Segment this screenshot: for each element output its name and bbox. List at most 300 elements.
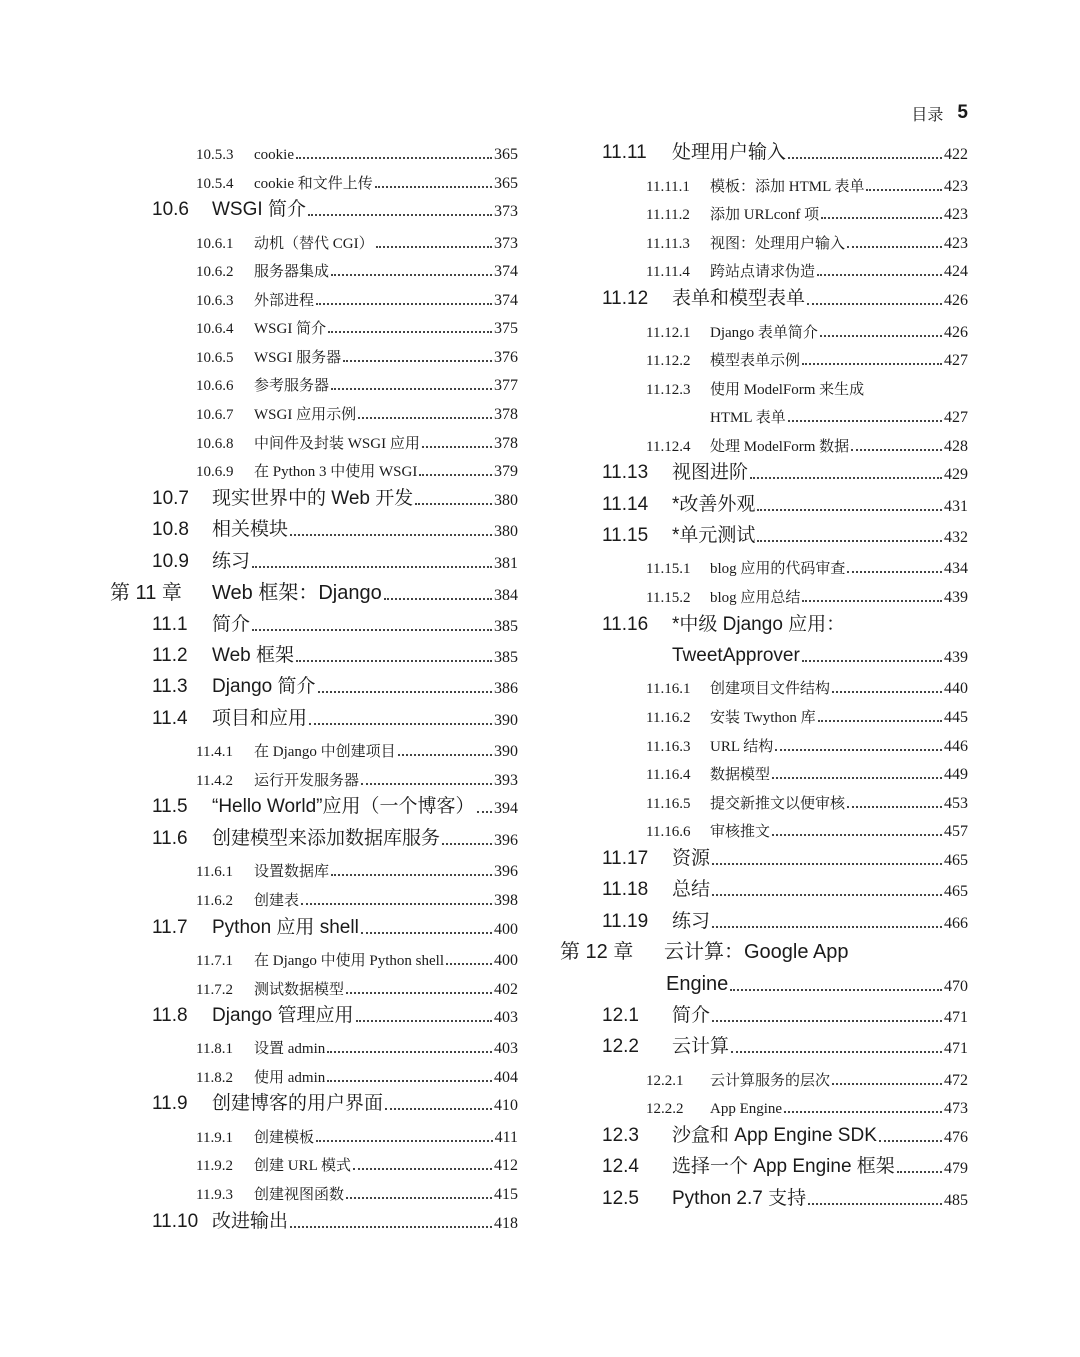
- toc-entry-page: 396: [494, 832, 518, 849]
- toc-entry: [560, 844, 968, 870]
- toc-entry-title: 在 Python 3 中使用 WSGI: [254, 464, 418, 480]
- toc-entry: [110, 484, 518, 510]
- toc-entry: [110, 1149, 518, 1175]
- toc-entry-number: 11.6: [152, 828, 188, 849]
- dot-leader: [346, 1197, 492, 1199]
- toc-entry: [110, 398, 518, 424]
- dot-leader: [712, 1020, 942, 1022]
- toc-entry-number: 10.6.9: [196, 464, 234, 480]
- toc-entry-page: 384: [494, 587, 518, 604]
- toc-entry-title: Web 框架：Django: [212, 582, 382, 604]
- dot-leader: [731, 1051, 942, 1053]
- toc-entry: [560, 255, 968, 281]
- toc-entry: [560, 1152, 968, 1178]
- toc-entry-title: 现实世界中的 Web 开发: [212, 488, 414, 509]
- toc-entry-title: “Hello World”应用（一个博客）: [212, 796, 475, 817]
- toc-entry-title: 创建视图函数: [254, 1187, 345, 1203]
- toc-entry-title: *改善外观: [672, 494, 756, 515]
- toc-entry-number: 11.16.6: [646, 824, 691, 840]
- toc-entry-title: 添加 URLconf 项: [710, 207, 820, 223]
- toc-entry-page: 379: [494, 463, 518, 480]
- dot-leader: [808, 1203, 942, 1205]
- toc-entry-title: Web 框架: [212, 645, 295, 666]
- toc-entry-number: 12.4: [602, 1156, 639, 1177]
- toc-entry-number: 11.19: [602, 911, 649, 932]
- toc-entry: [560, 490, 968, 516]
- toc-entry-number: 11.15.2: [646, 590, 691, 606]
- toc-entry-title: 总结: [672, 879, 711, 900]
- toc-entry-page: 394: [494, 800, 518, 817]
- dot-leader: [331, 874, 492, 876]
- toc-entry-number: 11.18: [602, 879, 649, 900]
- toc-entry-page: 400: [494, 952, 518, 969]
- toc-entry-title: 简介: [212, 614, 251, 635]
- toc-entry-title: 项目和应用: [212, 708, 308, 729]
- toc-entry-page: 402: [494, 981, 518, 998]
- toc-entry: [560, 1092, 968, 1118]
- dot-leader: [712, 894, 942, 896]
- toc-entry: [110, 255, 518, 281]
- toc-entry: [110, 138, 518, 164]
- toc-entry: [110, 704, 518, 730]
- dot-leader: [331, 274, 492, 276]
- toc-entry-page: 381: [494, 555, 518, 572]
- dot-leader: [331, 388, 492, 390]
- toc-entry-title: 创建 URL 模式: [254, 1158, 351, 1174]
- toc-entry-number: 12.3: [602, 1125, 639, 1146]
- dot-leader: [385, 1108, 492, 1110]
- dot-leader: [847, 571, 942, 573]
- toc-entry: [110, 764, 518, 790]
- toc-entry-title: 测试数据模型: [254, 982, 345, 998]
- toc-entry-title: *单元测试: [672, 525, 756, 546]
- toc-entry-title: 云计算：Google App: [664, 941, 849, 963]
- dot-leader: [817, 274, 942, 276]
- dot-leader: [353, 1168, 492, 1170]
- toc-entry-number: 11.13: [602, 462, 649, 483]
- toc-entry-title: 创建表: [254, 893, 300, 909]
- dot-leader: [376, 246, 492, 248]
- toc-entry-title: 外部进程: [254, 293, 315, 309]
- toc-entry-page: 365: [494, 175, 518, 192]
- toc-entry-number: 10.7: [152, 488, 189, 509]
- dot-leader: [375, 186, 492, 188]
- toc-entry-title: 改进输出: [212, 1211, 289, 1232]
- toc-entry: [560, 758, 968, 784]
- toc-entry-number: 12.5: [602, 1188, 639, 1209]
- toc-entry-page: 393: [494, 772, 518, 789]
- toc-entry-title: 数据模型: [710, 767, 771, 783]
- toc-entry: [560, 521, 968, 547]
- dot-leader: [252, 566, 492, 568]
- toc-entry-page: 374: [494, 292, 518, 309]
- dot-leader: [328, 331, 492, 333]
- toc-entry-page: 426: [944, 292, 968, 309]
- toc-entry-page: 439: [944, 589, 968, 606]
- dot-leader: [788, 157, 942, 159]
- toc-entry-page: 390: [494, 712, 518, 729]
- toc-entry: [560, 641, 968, 667]
- dot-leader: [252, 629, 492, 631]
- toc-entry-page: 427: [944, 409, 968, 426]
- toc-entry-page: 470: [944, 978, 968, 995]
- toc-entry-number: 12.1: [602, 1005, 639, 1026]
- toc-entry-number: 11.12.2: [646, 353, 691, 369]
- dot-leader: [316, 1140, 493, 1142]
- dot-leader: [327, 1051, 492, 1053]
- toc-entry-title: 动机（替代 CGI）: [254, 236, 374, 252]
- toc-entry-number: 10.5.4: [196, 176, 234, 192]
- toc-entry-page: 457: [944, 823, 968, 840]
- dot-leader: [807, 303, 942, 305]
- header-title: 目录: [911, 106, 944, 124]
- toc-entry-title: 模型表单示例: [710, 353, 801, 369]
- toc-entry-number: 11.2: [152, 645, 188, 666]
- toc-entry-title: WSGI 应用示例: [254, 407, 357, 423]
- toc-entry: [110, 547, 518, 573]
- toc-entry-number: 10.6.8: [196, 436, 234, 452]
- toc-entry-number: 10.6.4: [196, 321, 234, 337]
- dot-leader: [802, 660, 942, 662]
- toc-entry-page: 403: [494, 1009, 518, 1026]
- dot-leader: [832, 1083, 942, 1085]
- dot-leader: [398, 754, 492, 756]
- toc-entry: [110, 195, 518, 221]
- toc-entry-number: 11.15: [602, 525, 649, 546]
- toc-entry: [110, 792, 518, 818]
- toc-entry-page: 424: [944, 263, 968, 280]
- toc-entry-number: 11.16: [602, 614, 649, 635]
- toc-entry-title: 提交新推文以便审核: [710, 796, 846, 812]
- toc-entry-page: 373: [494, 235, 518, 252]
- toc-entry-title: 表单和模型表单: [672, 288, 806, 309]
- toc-entry-page: 374: [494, 263, 518, 280]
- toc-entry-title: Engine: [666, 973, 729, 995]
- toc-entry-page: 485: [944, 1192, 968, 1209]
- toc-entry-page: 411: [494, 1129, 518, 1146]
- toc-entry-number: 11.4.2: [196, 773, 233, 789]
- toc-entry-title: 相关模块: [212, 519, 289, 540]
- toc-entry: [110, 369, 518, 395]
- toc-entry-title: Python 2.7 支持: [672, 1188, 807, 1209]
- toc-entry-number: 11.6.2: [196, 893, 233, 909]
- toc-entry: [560, 198, 968, 224]
- dot-leader: [384, 598, 492, 600]
- dot-leader: [847, 246, 942, 248]
- toc-entry-number: 11.6.1: [196, 864, 233, 880]
- toc-entry-title: 跨站点请求伪造: [710, 264, 816, 280]
- toc-entry-title: 云计算服务的层次: [710, 1073, 831, 1089]
- toc-entry-title: HTML 表单: [710, 410, 786, 426]
- toc-entry-title: blog 应用的代码审查: [710, 561, 846, 577]
- toc-entry: [560, 344, 968, 370]
- toc-entry: [560, 815, 968, 841]
- dot-leader: [296, 660, 492, 662]
- toc-entry-title: 视图进阶: [672, 462, 749, 483]
- toc-entry-title: 设置 admin: [254, 1041, 326, 1057]
- toc-entry-number: 10.6.6: [196, 378, 234, 394]
- toc-entry-number: 10.6.7: [196, 407, 234, 423]
- dot-leader: [897, 1171, 942, 1173]
- dot-leader: [301, 903, 492, 905]
- dot-leader: [296, 157, 492, 159]
- dot-leader: [309, 723, 492, 725]
- toc-entry-page: 385: [494, 649, 518, 666]
- dot-leader: [308, 214, 492, 216]
- toc-entry-page: 472: [944, 1072, 968, 1089]
- toc-entry-number: 11.7: [152, 917, 188, 938]
- toc-entry: [560, 1121, 968, 1147]
- toc-entry: [110, 1121, 518, 1147]
- toc-entry: [110, 1089, 518, 1115]
- toc-entry-page: 377: [494, 377, 518, 394]
- toc-entry-title: 运行开发服务器: [254, 773, 360, 789]
- toc-entry: [110, 1061, 518, 1087]
- toc-entry-page: 376: [494, 349, 518, 366]
- toc-entry-page: 431: [944, 498, 968, 515]
- toc-entry: [560, 552, 968, 578]
- toc-entry-page: 445: [944, 709, 968, 726]
- dot-leader: [851, 449, 942, 451]
- toc-entry-title: TweetApprover: [672, 645, 800, 666]
- toc-entry-number: 10.6.5: [196, 350, 234, 366]
- dot-leader: [361, 783, 492, 785]
- toc-entry-number: 11.8.1: [196, 1041, 233, 1057]
- toc-entry-page: 404: [494, 1069, 518, 1086]
- toc-entry: [110, 913, 518, 939]
- toc-entry-title: 在 Django 中使用 Python shell: [254, 953, 444, 969]
- toc-entry-title: blog 应用总结: [710, 590, 801, 606]
- toc-entry: [110, 515, 518, 541]
- toc-entry-number: 11.10: [152, 1211, 199, 1232]
- toc-entry-number: 11.7.2: [196, 982, 233, 998]
- toc-entry-title: 沙盒和 App Engine SDK: [672, 1125, 877, 1146]
- toc-entry-title: Django 表单简介: [710, 325, 818, 341]
- dot-leader: [802, 363, 942, 365]
- toc-entry-title: 视图：处理用户输入: [710, 236, 846, 252]
- toc-entry-page: 385: [494, 618, 518, 635]
- toc-entry-page: 412: [494, 1157, 518, 1174]
- dot-leader: [866, 189, 942, 191]
- toc-entry-title: WSGI 服务器: [254, 350, 342, 366]
- toc-entry-number: 11.12.4: [646, 439, 691, 455]
- toc-entry-page: 415: [494, 1186, 518, 1203]
- toc-entry: [560, 1064, 968, 1090]
- toc-entry-page: 432: [944, 529, 968, 546]
- toc-entry-page: 410: [494, 1097, 518, 1114]
- toc-entry: [110, 1001, 518, 1027]
- toc-entry-page: 465: [944, 852, 968, 869]
- toc-entry-title: 处理用户输入: [672, 142, 787, 163]
- dot-leader: [757, 509, 942, 511]
- dot-leader: [442, 843, 492, 845]
- dot-leader: [832, 691, 942, 693]
- toc-entry-title: 创建模板: [254, 1130, 315, 1146]
- toc-entry-title: 安装 Twython 库: [710, 710, 816, 726]
- toc-entry-title: 创建项目文件结构: [710, 681, 831, 697]
- toc-entry-title: App Engine: [710, 1101, 783, 1117]
- dot-leader: [290, 1226, 492, 1228]
- toc-entry: [560, 787, 968, 813]
- toc-entry-number: 11.15.1: [646, 561, 691, 577]
- toc-entry-page: 434: [944, 560, 968, 577]
- toc-entry-page: 403: [494, 1040, 518, 1057]
- toc-entry-number: 第 12 章: [560, 941, 634, 963]
- dot-leader: [422, 446, 492, 448]
- toc-entry: [110, 855, 518, 881]
- toc-entry: [110, 427, 518, 453]
- toc-entry-number: 10.9: [152, 551, 189, 572]
- toc-entry-title: 使用 ModelForm 来生成: [710, 382, 865, 398]
- dot-leader: [712, 926, 942, 928]
- toc-entry: [560, 170, 968, 196]
- toc-entry: [560, 730, 968, 756]
- toc-entry: [560, 284, 968, 310]
- toc-entry-number: 11.4: [152, 708, 188, 729]
- toc-entry-page: 386: [494, 680, 518, 697]
- toc-entry: [110, 284, 518, 310]
- toc-entry-page: 390: [494, 743, 518, 760]
- toc-entry: [110, 1207, 518, 1233]
- toc-entry-title: 设置数据库: [254, 864, 330, 880]
- dot-leader: [784, 1111, 942, 1113]
- toc-entry-title: 云计算: [672, 1036, 730, 1057]
- toc-entry-title: 模板：添加 HTML 表单: [710, 179, 865, 195]
- toc-entry-page: 439: [944, 649, 968, 666]
- toc-entry-number: 11.9.2: [196, 1158, 233, 1174]
- toc-entry: [560, 672, 968, 698]
- dot-leader: [730, 989, 942, 991]
- toc-entry-number: 11.5: [152, 796, 188, 817]
- toc-entry-page: 473: [944, 1100, 968, 1117]
- toc-entry-number: 11.12.1: [646, 325, 691, 341]
- toc-entry-page: 446: [944, 738, 968, 755]
- dot-leader: [361, 932, 492, 934]
- toc-entry-number: 11.7.1: [196, 953, 233, 969]
- toc-entry-title: 审核推文: [710, 824, 771, 840]
- toc-entry-page: 429: [944, 466, 968, 483]
- toc-entry-number: 11.11.3: [646, 236, 690, 252]
- toc-entry-page: 426: [944, 324, 968, 341]
- toc-entry-page: 476: [944, 1129, 968, 1146]
- toc-entry-page: 398: [494, 892, 518, 909]
- toc-entry-page: 378: [494, 406, 518, 423]
- toc-entry: [110, 455, 518, 481]
- toc-entry-title: WSGI 简介: [212, 199, 306, 220]
- toc-entry: [560, 581, 968, 607]
- toc-entry-page: 400: [494, 921, 518, 938]
- toc-entry-page: 466: [944, 915, 968, 932]
- toc-entry: [560, 458, 968, 484]
- toc-entry-number: 11.9: [152, 1093, 188, 1114]
- toc-entry-number: 10.6.3: [196, 293, 234, 309]
- toc-entry-number: 11.17: [602, 848, 649, 869]
- toc-entry-number: 11.1: [152, 614, 188, 635]
- toc-entry: [110, 1178, 518, 1204]
- toc-entry-title: WSGI 简介: [254, 321, 327, 337]
- dot-leader: [820, 335, 942, 337]
- toc-entry-title: 参考服务器: [254, 378, 330, 394]
- toc-entry-title: 在 Django 中创建项目: [254, 744, 396, 760]
- dot-leader: [446, 963, 492, 965]
- toc-entry-number: 12.2.2: [646, 1101, 684, 1117]
- toc-entry-title: 处理 ModelForm 数据: [710, 439, 850, 455]
- toc-entry-number: 11.16.3: [646, 739, 691, 755]
- toc-entry-number: 11.16.5: [646, 796, 691, 812]
- toc-entry-number: 11.9.3: [196, 1187, 233, 1203]
- toc-entry-number: 11.11.2: [646, 207, 690, 223]
- dot-leader: [788, 420, 942, 422]
- toc-entry: [560, 430, 968, 456]
- dot-leader: [775, 749, 942, 751]
- toc-entry-page: 365: [494, 146, 518, 163]
- toc-entry: [560, 373, 968, 399]
- toc-entry-page: 440: [944, 680, 968, 697]
- dot-leader: [757, 540, 942, 542]
- toc-entry: [110, 312, 518, 338]
- toc-entry-page: 453: [944, 795, 968, 812]
- toc-entry: [560, 701, 968, 727]
- page-header: [911, 100, 968, 126]
- toc-entry-number: 11.11: [602, 142, 647, 163]
- toc-entry-page: 422: [944, 146, 968, 163]
- toc-entry: [110, 944, 518, 970]
- toc-entry-number: 10.6.2: [196, 264, 234, 280]
- toc-entry-title: 练习: [212, 551, 251, 572]
- toc-entry-page: 423: [944, 235, 968, 252]
- toc-entry-page: 396: [494, 863, 518, 880]
- toc-entry-page: 449: [944, 766, 968, 783]
- dot-leader: [818, 720, 942, 722]
- toc-entry: [110, 824, 518, 850]
- dot-leader: [847, 806, 942, 808]
- toc-entry-number: 10.5.3: [196, 147, 234, 163]
- toc-entry-title: *中级 Django 应用：: [672, 614, 846, 635]
- dot-leader: [346, 992, 492, 994]
- toc-entry-title: 练习: [672, 911, 711, 932]
- toc-entry-title: 使用 admin: [254, 1070, 326, 1086]
- toc-entry: [560, 1184, 968, 1210]
- toc-entry-page: 375: [494, 320, 518, 337]
- dot-leader: [327, 1080, 492, 1082]
- toc-entry-number: 12.2.1: [646, 1073, 684, 1089]
- toc-entry-title: Django 管理应用: [212, 1005, 354, 1026]
- toc-entry: [110, 641, 518, 667]
- toc-entry: [560, 938, 968, 964]
- toc-entry-page: 427: [944, 352, 968, 369]
- dot-leader: [316, 303, 492, 305]
- dot-leader: [772, 777, 942, 779]
- toc-entry-number: 11.8.2: [196, 1070, 233, 1086]
- dot-leader: [415, 503, 492, 505]
- toc-entry-page: 380: [494, 523, 518, 540]
- toc-entry: [560, 1032, 968, 1058]
- toc-entry-title: 资源: [672, 848, 711, 869]
- toc-entry: [560, 1001, 968, 1027]
- toc-entry-page: 423: [944, 178, 968, 195]
- dot-leader: [712, 863, 942, 865]
- toc-entry-number: 10.6.1: [196, 236, 234, 252]
- toc-entry-title: cookie: [254, 147, 294, 163]
- toc-entry: [560, 401, 968, 427]
- dot-leader: [419, 474, 492, 476]
- toc-entry-number: 11.12: [602, 288, 649, 309]
- toc-entry-page: 471: [944, 1009, 968, 1026]
- toc-entry-page: 465: [944, 883, 968, 900]
- toc-entry-page: 380: [494, 492, 518, 509]
- toc-entry-page: 373: [494, 203, 518, 220]
- toc-entry-title: 服务器集成: [254, 264, 330, 280]
